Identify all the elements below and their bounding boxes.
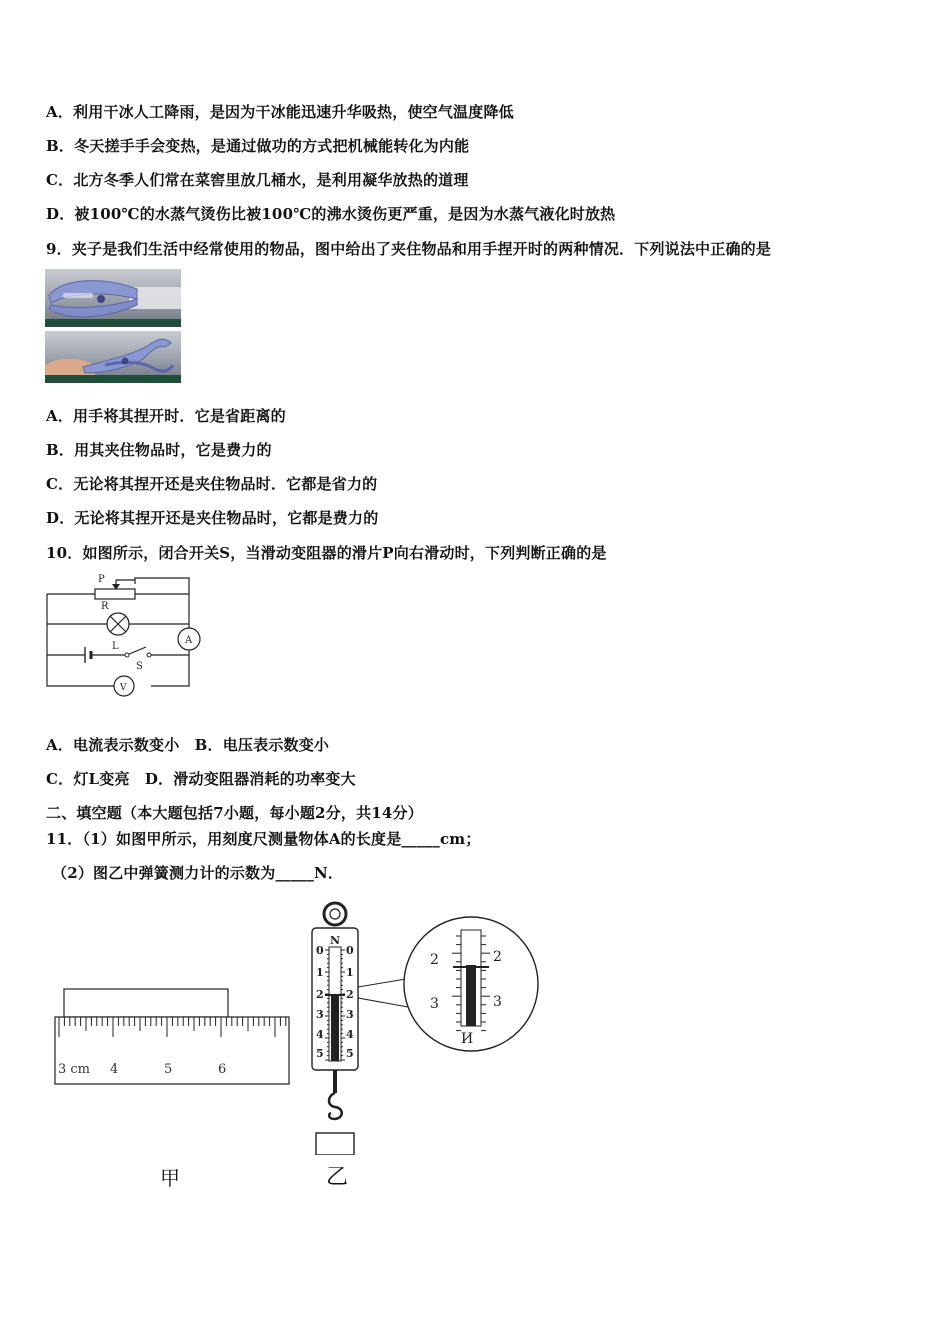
q8-option-d: D．被100℃的水蒸气烫伤比被100℃的沸水烫伤更严重，是因为水蒸气液化时放热 [46, 205, 616, 223]
clip-pinched-open-photo [45, 331, 181, 383]
q10-options-ab: A．电流表示数变小 B．电压表示数变小 [46, 736, 330, 754]
scale-right-2: 2 [346, 988, 354, 1001]
section-heading: 二、填空题（本大题包括7小题，每小题2分，共14分） [46, 804, 423, 822]
label-p: P [98, 574, 105, 585]
zoom-left-3: 3 [430, 996, 439, 1012]
object-a-block [64, 989, 228, 1017]
scale-right-3: 3 [346, 1008, 354, 1021]
q9-option-b: B．用其夹住物品时，它是费力的 [46, 441, 272, 459]
hanging-weight [316, 1133, 354, 1155]
scale-right-0: 0 [346, 944, 354, 957]
q8-option-a: A．利用干冰人工降雨，是因为干冰能迅速升华吸热，使空气温度降低 [46, 103, 514, 121]
q9-option-d: D．无论将其捏开还是夹住物品时，它都是费力的 [46, 509, 379, 527]
scale-left-0: 0 [316, 944, 324, 957]
scale-right-5: 5 [346, 1047, 354, 1060]
ammeter-label: A [185, 635, 193, 646]
caption-yi: 乙 [326, 1165, 349, 1190]
label-s: S [136, 661, 143, 672]
ruler-label-6: 6 [218, 1062, 227, 1077]
label-l: L [112, 641, 119, 652]
scale-unit-n: N [330, 934, 341, 947]
q10-options-cd: C．灯L变亮 D．滑动变阻器消耗的功率变大 [46, 770, 356, 788]
ruler-figure [50, 980, 300, 1090]
q8-option-c: C．北方冬季人们常在菜窖里放几桶水，是利用凝华放热的道理 [46, 171, 469, 189]
scale-left-4: 4 [316, 1028, 324, 1041]
label-r: R [101, 601, 109, 612]
voltmeter-label: V [120, 683, 127, 693]
circuit-diagram [40, 572, 210, 697]
q11-part2: （2）图乙中弹簧测力计的示数为_____N． [52, 864, 344, 882]
scale-right-4: 4 [346, 1028, 354, 1041]
zoom-pointer-label: И [461, 1031, 474, 1047]
ruler-label-3cm: 3 cm [58, 1062, 91, 1077]
scale-left-3: 3 [316, 1008, 324, 1021]
q8-option-b: B．冬天搓手手会变热，是通过做功的方式把机械能转化为内能 [46, 137, 470, 155]
q9-option-a: A．用手将其捏开时．它是省距离的 [46, 407, 286, 425]
zoom-right-2: 2 [493, 949, 502, 965]
caption-jia: 甲 [160, 1166, 180, 1190]
q10-stem: 10．如图所示，闭合开关S，当滑动变阻器的滑片P向右滑动时，下列判断正确的是 [46, 544, 607, 562]
q9-stem: 9．夹子是我们生活中经常使用的物品，图中给出了夹住物品和用手捏开时的两种情况．下列说法中正确的是 [46, 240, 772, 258]
scale-right-1: 1 [346, 966, 354, 979]
q9-option-c: C．无论将其捏开还是夹住物品时．它都是省力的 [46, 475, 378, 493]
clip-holding-object-photo [45, 269, 181, 327]
scale-left-1: 1 [316, 966, 324, 979]
spring-scale-figure [300, 895, 550, 1155]
ruler-label-5: 5 [164, 1062, 173, 1077]
ruler-label-4: 4 [110, 1062, 119, 1077]
zoom-right-3: 3 [493, 994, 502, 1010]
zoom-left-2: 2 [430, 952, 439, 968]
scale-left-2: 2 [316, 988, 324, 1001]
scale-left-5: 5 [316, 1047, 324, 1060]
q11-part1: 11．（1）如图甲所示，用刻度尺测量物体A的长度是_____cm； [46, 830, 481, 848]
